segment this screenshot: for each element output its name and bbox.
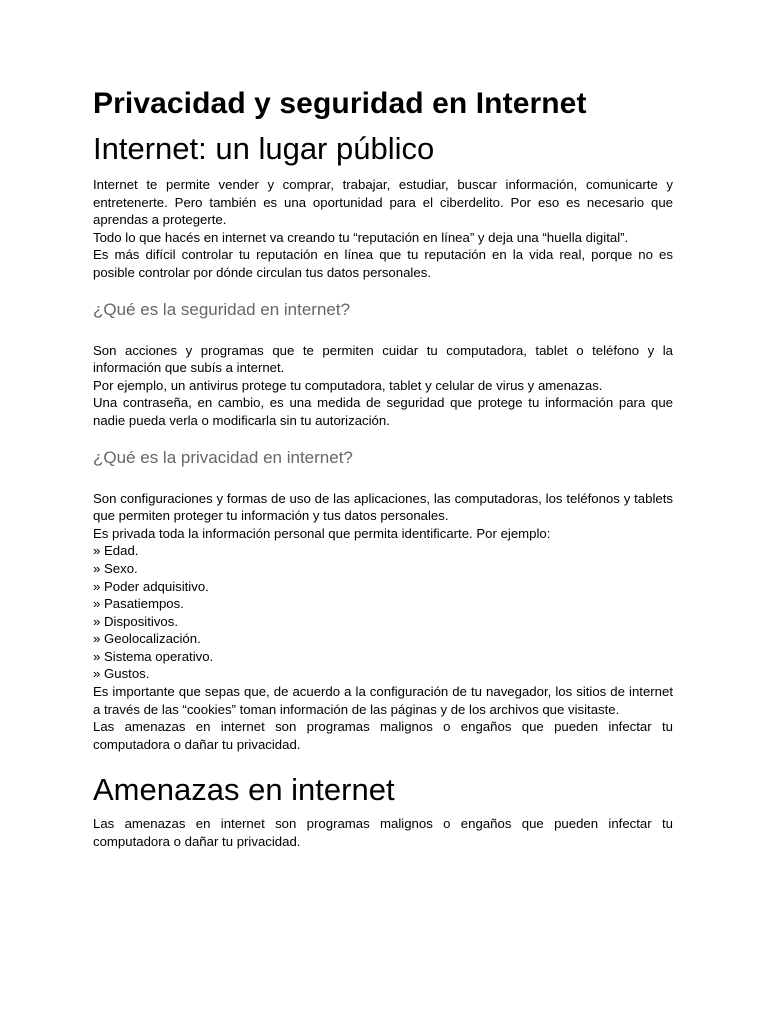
paragraph: Es importante que sepas que, de acuerdo a la configuración de tu navegador, los sitios de internet a través de las “cookies” toman información de las páginas y de los archivos que visitaste. (93, 684, 673, 717)
section-privacy (93, 446, 673, 754)
list-item: » Sexo. (93, 560, 673, 578)
list-item: » Geolocalización. (93, 630, 673, 648)
paragraph: Las amenazas en internet son programas malignos o engaños que pueden infectar tu computadora o dañar tu privacidad. (93, 816, 673, 850)
list-item: » Poder adquisitivo. (93, 578, 673, 596)
section-heading-privacy: ¿Qué es la privacidad en internet? (93, 447, 353, 467)
section-security (93, 298, 673, 430)
paragraph: Por ejemplo, un antivirus protege tu computadora, tablet y celular de virus y amenazas. (93, 377, 603, 393)
paragraph: Una contraseña, en cambio, es una medida de seguridad que protege tu información para que nadie pueda verla o modificarla sin tu autorización. (93, 395, 673, 428)
list-item: » Gustos. (93, 665, 673, 683)
section-heading-security: ¿Qué es la seguridad en internet? (93, 299, 351, 319)
paragraph: Las amenazas en internet son programas malignos o engaños que pueden infectar tu computadora o dañar tu privacidad. (93, 719, 673, 752)
list-item: » Dispositivos. (93, 613, 673, 631)
section-threats (93, 769, 673, 850)
section-heading-public-place: Internet: un lugar público (93, 131, 435, 166)
paragraph: Es privada toda la información personal que permita identificarte. Por ejemplo: (93, 525, 551, 541)
paragraph: Internet te permite vender y comprar, trabajar, estudiar, buscar información, comunicarte y entretenerte. Pero también es una oportunidad para el ciberdelito. Por eso es necesario que aprendas a protegerte. (93, 177, 673, 228)
paragraph: Son acciones y programas que te permiten cuidar tu computadora, tablet o teléfono y la información que subís a internet. (93, 342, 673, 376)
personal-info-list (93, 542, 673, 683)
section-public-place (93, 128, 673, 282)
list-item: » Edad. (93, 542, 673, 560)
document-page (93, 84, 673, 851)
document-title: Privacidad y seguridad en Internet (93, 87, 587, 120)
paragraph: Son configuraciones y formas de uso de las aplicaciones, las computadoras, los teléfonos y tablets que permiten proteger tu información y tus datos personales. (93, 490, 673, 524)
paragraph: Es más difícil controlar tu reputación en línea que tu reputación en la vida real, porque no es posible controlar por dónde circulan tus datos personales. (93, 247, 673, 280)
section-heading-threats: Amenazas en internet (93, 772, 395, 808)
list-item: » Sistema operativo. (93, 648, 673, 666)
list-item: » Pasatiempos. (93, 595, 673, 613)
paragraph: Todo lo que hacés en internet va creando tu “reputación en línea” y deja una “huella digital”. (93, 229, 629, 245)
